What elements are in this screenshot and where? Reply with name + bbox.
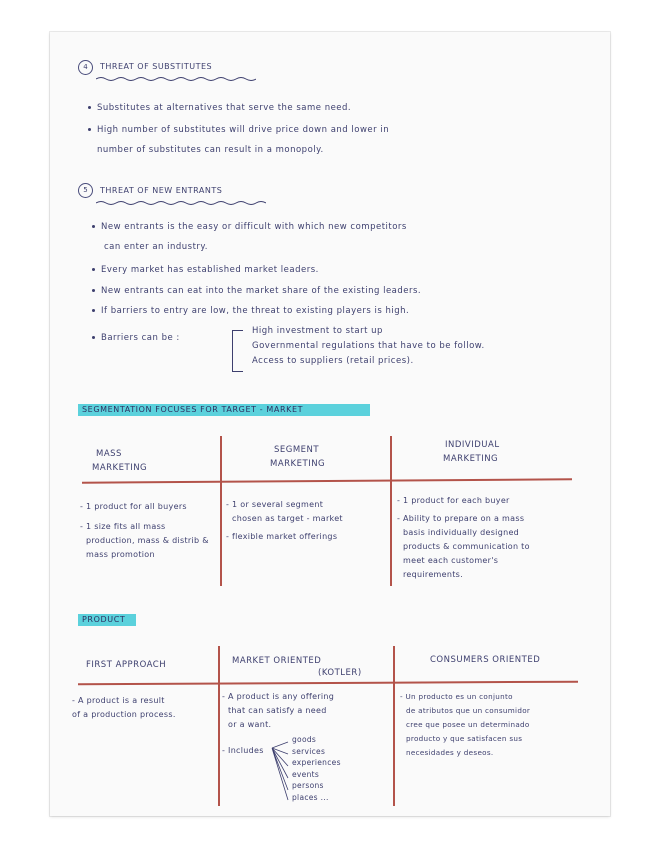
section-number-circle: 4 bbox=[78, 60, 93, 75]
column-header: INDIVIDUAL bbox=[445, 440, 500, 450]
table-column-divider bbox=[220, 436, 222, 586]
column-header: MASS bbox=[96, 449, 122, 459]
bullet-continuation: number of substitutes can result in a monopoly. bbox=[97, 145, 324, 155]
includes-label: - Includes bbox=[222, 746, 264, 755]
table-cell: - 1 or several segment chosen as target - market - flexible market offerings bbox=[226, 500, 343, 541]
table-cell: - 1 product for all buyers - 1 size fits all mass production, mass & distrib & mass promotion bbox=[80, 502, 209, 559]
table-cell: - A product is any offering that can satisfy a need or a want. bbox=[222, 692, 335, 729]
table-column-divider bbox=[218, 646, 220, 806]
column-header: MARKETING bbox=[270, 459, 326, 469]
column-header: MARKET ORIENTED bbox=[232, 656, 322, 666]
table-column-divider bbox=[390, 436, 392, 586]
bullet-text: Barriers can be : bbox=[92, 333, 180, 343]
barrier-item: High investment to start up bbox=[252, 326, 383, 336]
bullet-text: New entrants is the easy or difficult with which new competitors bbox=[92, 222, 407, 232]
title-underline bbox=[96, 200, 266, 206]
column-header: MARKETING bbox=[92, 463, 148, 473]
barrier-item: Governmental regulations that have to be follow. bbox=[252, 341, 485, 351]
bullet-text: Substitutes at alternatives that serve the same need. bbox=[88, 103, 351, 113]
product-heading: PRODUCT bbox=[82, 615, 126, 624]
title-underline bbox=[96, 76, 256, 82]
bullet-text: Every market has established market leaders. bbox=[92, 265, 319, 275]
column-header: MARKETING bbox=[443, 454, 499, 464]
column-header: CONSUMERS ORIENTED bbox=[430, 655, 541, 665]
barriers-bracket bbox=[232, 330, 243, 372]
table-column-divider bbox=[393, 646, 395, 806]
table-cell: - A product is a result of a production process. bbox=[72, 696, 176, 719]
barrier-item: Access to suppliers (retail prices). bbox=[252, 356, 414, 366]
bleed-through bbox=[300, 70, 311, 95]
section-title: THREAT OF NEW ENTRANTS bbox=[100, 186, 223, 195]
section-number-circle: 5 bbox=[78, 183, 93, 198]
bullet-text: High number of substitutes will drive price down and lower in bbox=[88, 125, 389, 135]
column-header: FIRST APPROACH bbox=[86, 660, 167, 670]
section-title: THREAT OF SUBSTITUTES bbox=[100, 62, 213, 71]
column-header: SEGMENT bbox=[274, 445, 320, 455]
bullet-continuation: can enter an industry. bbox=[104, 242, 208, 252]
segmentation-heading: SEGMENTATION FOCUSES FOR TARGET - MARKET bbox=[82, 405, 304, 414]
table-cell: - 1 product for each buyer - Ability to prepare on a mass basis individually designed products & communication to meet each customer's requirements. bbox=[397, 496, 530, 579]
includes-list: goods services experiences events persons places ... bbox=[292, 735, 341, 802]
bullet-text: New entrants can eat into the market share of the existing leaders. bbox=[92, 286, 421, 296]
table-cell: - Un producto es un conjunto de atributos que un consumidor cree que posee un determinado producto y que satisfacen sus necesidades y deseos. bbox=[400, 692, 531, 757]
column-header: (KOTLER) bbox=[318, 668, 362, 678]
bullet-text: If barriers to entry are low, the threat to existing players is high. bbox=[92, 306, 409, 316]
